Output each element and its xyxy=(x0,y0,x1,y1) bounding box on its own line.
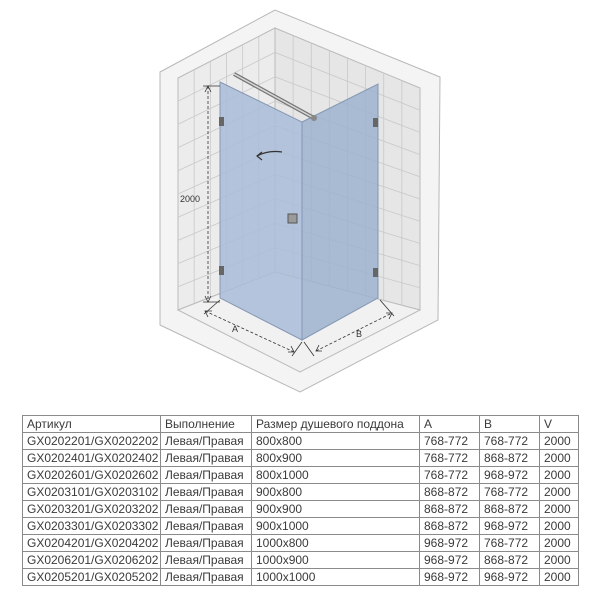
table-row xyxy=(23,467,579,484)
table-cell: Левая/Правая xyxy=(161,552,252,569)
table-body xyxy=(23,433,579,586)
glass-side-panel xyxy=(302,84,378,340)
table-cell: Левая/Правая xyxy=(161,535,252,552)
table-cell: 2000 xyxy=(540,433,579,450)
table-cell: 800x900 xyxy=(252,450,420,467)
table-cell: GX0202401/GX0202402 xyxy=(23,450,161,467)
spec-table xyxy=(22,415,579,586)
header-a: A xyxy=(420,416,480,433)
table-cell: 968-972 xyxy=(420,535,480,552)
height-label: 2000 xyxy=(180,194,201,204)
table-cell: Левая/Правая xyxy=(161,450,252,467)
table-cell: GX0202601/GX0202602 xyxy=(23,467,161,484)
hinge-icon xyxy=(373,268,378,277)
table-cell: GX0203201/GX0203202 xyxy=(23,501,161,518)
table-cell: 868-872 xyxy=(480,501,540,518)
table-cell: 800x800 xyxy=(252,433,420,450)
width-a-label: A xyxy=(232,324,239,334)
table-cell: 1000x800 xyxy=(252,535,420,552)
table-cell: Левая/Правая xyxy=(161,501,252,518)
table-cell: GX0202201/GX0202202 xyxy=(23,433,161,450)
table-cell: Левая/Правая xyxy=(161,518,252,535)
table-cell: 2000 xyxy=(540,467,579,484)
table-cell: GX0203301/GX0203302 xyxy=(23,518,161,535)
table-cell: 968-972 xyxy=(420,552,480,569)
table-cell: 900x800 xyxy=(252,484,420,501)
table-cell: 768-772 xyxy=(420,467,480,484)
table-row xyxy=(23,484,579,501)
table-row xyxy=(23,535,579,552)
glass-front-panel xyxy=(220,82,302,340)
table-cell: GX0203101/GX0203102 xyxy=(23,484,161,501)
header-tray-size: Размер душевого поддона xyxy=(252,416,420,433)
table-cell: 768-772 xyxy=(480,484,540,501)
table-cell: Левая/Правая xyxy=(161,569,252,586)
header-article: Артикул xyxy=(23,416,161,433)
table-cell: 968-972 xyxy=(480,467,540,484)
table-cell: 2000 xyxy=(540,535,579,552)
table-cell: GX0206201/GX0206202 xyxy=(23,552,161,569)
table-cell: 2000 xyxy=(540,501,579,518)
table-cell: Левая/Правая xyxy=(161,433,252,450)
table-cell: Левая/Правая xyxy=(161,484,252,501)
table-cell: 768-772 xyxy=(420,450,480,467)
table-cell: Левая/Правая xyxy=(161,467,252,484)
table-header-row xyxy=(23,416,579,433)
table-cell: 800x1000 xyxy=(252,467,420,484)
table-cell: 968-972 xyxy=(480,518,540,535)
table-row xyxy=(23,518,579,535)
table-row xyxy=(23,569,579,586)
hinge-icon xyxy=(219,117,224,126)
table-cell: 868-872 xyxy=(420,518,480,535)
header-v: V xyxy=(540,416,579,433)
table-row xyxy=(23,552,579,569)
table-cell: 868-872 xyxy=(480,552,540,569)
table-cell: 2000 xyxy=(540,518,579,535)
table-cell: 2000 xyxy=(540,569,579,586)
table-cell: 768-772 xyxy=(420,433,480,450)
hinge-icon xyxy=(219,266,224,275)
table-cell: 1000x900 xyxy=(252,552,420,569)
header-b: B xyxy=(480,416,540,433)
table-cell: 968-972 xyxy=(480,569,540,586)
table-cell: 2000 xyxy=(540,552,579,569)
table-cell: 868-872 xyxy=(420,501,480,518)
table-cell: GX0205201/GX0205202 xyxy=(23,569,161,586)
width-b-label: B xyxy=(356,329,363,339)
table-cell: 868-872 xyxy=(480,450,540,467)
hinge-icon xyxy=(373,118,378,127)
table-cell: 1000x1000 xyxy=(252,569,420,586)
table-cell: 768-772 xyxy=(480,433,540,450)
table-cell: 968-972 xyxy=(420,569,480,586)
table-row xyxy=(23,501,579,518)
table-row xyxy=(23,433,579,450)
table-cell: 2000 xyxy=(540,484,579,501)
table-cell: 868-872 xyxy=(420,484,480,501)
table-cell: 900x1000 xyxy=(252,518,420,535)
handle-icon xyxy=(288,214,297,223)
table-row xyxy=(23,450,579,467)
table-cell: GX0204201/GX0204202 xyxy=(23,535,161,552)
table-cell: 2000 xyxy=(540,450,579,467)
header-version: Выполнение xyxy=(161,416,252,433)
table-cell: 900x900 xyxy=(252,501,420,518)
table-cell: 768-772 xyxy=(480,535,540,552)
